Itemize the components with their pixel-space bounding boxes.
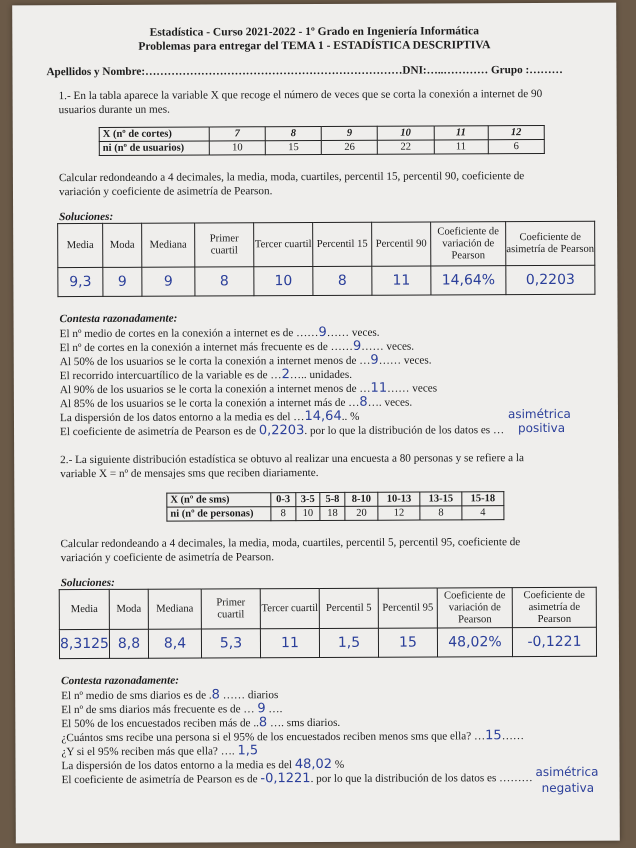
p2-answer-value: 8	[211, 687, 220, 703]
p1-answer-line	[60, 410, 360, 425]
p2-answer-line	[61, 688, 278, 703]
p1-answer-line	[60, 423, 504, 439]
p2-answer-suffix: %	[332, 758, 345, 771]
p1-calc-b: variación y coeficiente de asimetría de Pearson.	[58, 185, 273, 199]
p1-answer-value: 11	[370, 380, 388, 396]
p1-answer-suffix: …… veces.	[326, 326, 380, 339]
p1-x-value: 8	[265, 126, 321, 140]
p2-answer-prefix: La dispersión de los datos entorno a la media es del	[61, 759, 295, 773]
p2-answer-suffix: ……	[501, 730, 525, 743]
p1-sol-value: 11	[392, 272, 411, 289]
p1-answer-value: 0,2203	[258, 423, 305, 439]
p1-sol-header: Moda	[103, 223, 142, 267]
p1-statement-b: usuarios durante un mes.	[58, 103, 170, 117]
p1-sol-value: 0,2203	[525, 271, 575, 289]
p1-answer-prefix: Al 90% de los usuarios se le corta la conexión a internet menos de …	[59, 382, 371, 397]
p2-answer-prefix: El nº medio de sms diarios es de .	[61, 689, 212, 703]
p1-sol-value: 9	[163, 273, 173, 290]
p1-answer-value: 8	[359, 394, 368, 410]
p1-statement-a: 1.- En la tabla aparece la variable X que recoge el número de veces que se corta la conexión a internet de 90	[58, 88, 543, 103]
p2-answer-suffix: ….	[265, 703, 283, 716]
p2-table-row1-label: X (nº de sms)	[167, 493, 271, 507]
p1-answer-value: 14,64	[304, 408, 342, 425]
p1-conclusion-1: asimétrica	[507, 406, 571, 422]
p2-reason-title: Contesta razonadamente:	[61, 674, 179, 688]
p2-x-value: 15-18	[462, 492, 504, 506]
p2-x-value: 13-15	[420, 492, 462, 506]
p2-sol-value: 48,02%	[448, 634, 502, 651]
p1-answer-line	[60, 326, 380, 341]
p1-calc-a: Calcular redondeando a 4 decimales, la media, moda, cuartiles, percentil 15, percentil 90, coeficiente de	[58, 170, 525, 185]
p1-x-value: 12	[488, 126, 544, 140]
p1-answer-value: 2	[281, 367, 290, 383]
p2-answer-value: -0,1221	[260, 771, 311, 787]
p1-sol-value: 9,3	[69, 273, 92, 291]
p2-table-row2-label: ni (nº de personas)	[167, 507, 271, 521]
p1-table-row1-label: X (nº de cortes)	[99, 127, 209, 141]
p2-n-value: 12	[378, 506, 420, 520]
p2-n-value: 8	[420, 506, 462, 520]
p1-n-value: 26	[322, 140, 378, 154]
p1-sol-value: 14,64%	[441, 272, 496, 289]
p2-answer-suffix: . por lo que la distribución de los datos es ………	[310, 772, 533, 786]
p2-conclusion-2: negativa	[541, 780, 595, 796]
p1-n-value: 11	[434, 140, 488, 154]
p2-solutions-title: Soluciones:	[60, 576, 115, 590]
p2-n-value: 4	[462, 506, 504, 520]
p1-table-row2-label: ni (nº de usuarios)	[99, 141, 209, 155]
p1-sol-value: 8	[337, 272, 347, 289]
p2-answer-value: 9	[257, 701, 266, 717]
p2-answer-line	[61, 716, 340, 731]
p2-sol-header: Percentil 95	[378, 588, 437, 628]
p2-statement-b: variable X = nº de mensajes sms que reciben diariamente.	[60, 466, 319, 481]
p2-answer-suffix: …. sms diarios.	[267, 716, 341, 730]
p2-answer-line	[62, 771, 533, 787]
p1-x-value: 7	[209, 127, 265, 141]
p2-sol-value: 8,3125	[59, 635, 109, 653]
p2-answer-line	[61, 744, 258, 759]
p1-answer-prefix: El recorrido intercuartílico de la variable es de …	[59, 369, 282, 383]
p1-n-value: 10	[209, 141, 265, 155]
p2-sol-value: 1,5	[337, 634, 361, 651]
p1-solutions-title: Soluciones:	[59, 210, 114, 224]
p2-sol-value: 8,8	[117, 635, 141, 652]
p2-x-value: 10-13	[378, 492, 420, 506]
p2-sol-header: Percentil 5	[319, 588, 378, 628]
p2-answer-prefix: El coeficiente de asimetría de Pearson es de	[61, 773, 261, 787]
p2-n-value: 20	[345, 506, 378, 520]
p1-answer-suffix: …… veces.	[361, 340, 415, 353]
worksheet	[12, 3, 620, 844]
p2-calc-a: Calcular redondeando a 4 decimales, la media, moda, cuartiles, percentil 5, percentil 95, coeficiente de	[60, 536, 521, 551]
p1-sol-header: Percentil 90	[372, 222, 431, 266]
p2-solutions-table	[59, 587, 597, 659]
p2-sol-value: 11	[281, 635, 299, 652]
p2-sol-value: 8,4	[163, 635, 187, 652]
p2-n-value: 8	[271, 507, 296, 521]
p2-n-value: 10	[296, 506, 321, 520]
p2-answer-prefix: ¿Cuántos sms recibe una persona si el 95% de los encuestados reciben menos sms que ella? …	[61, 730, 486, 745]
p1-answer-suffix: …… veces.	[378, 354, 432, 367]
p1-answer-line	[60, 368, 352, 383]
p1-answer-prefix: El nº medio de cortes en la conexión a internet es de ……	[59, 326, 319, 341]
p1-answer-value: 9	[352, 338, 362, 354]
p2-sol-value: 15	[399, 634, 417, 651]
p2-answer-line	[61, 702, 282, 717]
p1-sol-header: Percentil 15	[313, 222, 372, 266]
p1-x-value: 9	[321, 126, 377, 140]
p1-answer-line	[60, 340, 414, 356]
p2-frequency-table	[166, 491, 504, 521]
p2-sol-header: Primer cuartil	[201, 589, 260, 629]
p1-x-value: 10	[378, 126, 434, 140]
p2-answer-line	[61, 729, 524, 745]
header-line-1: Estadística - Curso 2021-2022 - 1º Grado en Ingeniería Informática	[149, 25, 479, 39]
p1-solutions-table	[57, 221, 595, 297]
p2-answer-prefix: El nº de sms diarios más frecuente es de …	[61, 703, 258, 717]
p1-answer-suffix: …. veces.	[367, 396, 413, 409]
p2-sol-header: Coeficiente de asimetría de Pearson	[512, 587, 596, 627]
p1-answer-value: 9	[370, 352, 379, 368]
name-dni-group-line: Apellidos y Nombre:……………………………………………………………DNI:…..………… Grupo :………	[46, 63, 563, 79]
p1-sol-header: Mediana	[142, 223, 195, 267]
p2-sol-header: Moda	[109, 589, 148, 629]
p1-answer-suffix: . por lo que la distribución de los datos es …	[304, 424, 505, 438]
p2-answer-value: 8	[258, 715, 268, 731]
p2-answer-value: 1,5	[237, 743, 259, 759]
p2-sol-header: Coeficiente de variación de Pearson	[437, 588, 512, 628]
p1-answer-prefix: El nº de cortes en la conexión a internet más frecuente es de ……	[59, 340, 353, 355]
p2-n-value: 18	[320, 506, 345, 520]
p1-n-value: 22	[378, 140, 434, 154]
p2-sol-header: Tercer cuartil	[260, 588, 319, 628]
header-line-2: Problemas para entregar del TEMA 1 - ESTADÍSTICA DESCRIPTIVA	[138, 39, 491, 53]
p1-n-value: 15	[265, 140, 321, 154]
p2-x-value: 0-3	[271, 493, 296, 507]
p1-sol-header: Coeficiente de asimetría de Pearson	[506, 221, 595, 265]
p1-answer-prefix: Al 85% de los usuarios se le corta la conexión a internet más de …	[59, 396, 360, 411]
p1-n-value: 6	[488, 140, 544, 154]
p1-conclusion-2: positiva	[517, 420, 566, 436]
p2-answer-prefix: El 50% de los encuestados reciben más de ..	[61, 717, 259, 731]
p1-answer-prefix: Al 50% de los usuarios se le corta la conexión a internet menos de …	[59, 354, 371, 369]
p1-reason-title: Contesta razonadamente:	[59, 312, 178, 326]
p1-sol-header: Media	[58, 223, 103, 267]
p1-frequency-table	[99, 125, 545, 156]
p1-sol-header: Tercer cuartil	[254, 223, 313, 267]
p1-answer-line	[60, 353, 432, 369]
p1-answer-line	[60, 396, 412, 412]
p2-sol-header: Media	[59, 589, 109, 629]
p2-answer-value: 48,02	[294, 756, 333, 773]
p1-answer-suffix: .. %	[341, 410, 360, 423]
p2-x-value: 5-8	[320, 492, 345, 506]
p2-x-value: 8-10	[345, 492, 378, 506]
p1-answer-value: 9	[318, 324, 327, 340]
p2-answer-value: 15	[485, 728, 502, 744]
p2-x-value: 3-5	[295, 492, 320, 506]
p2-sol-value: 5,3	[219, 635, 243, 652]
p2-sol-value: -0,1221	[527, 633, 582, 651]
p1-sol-header: Primer cuartil	[195, 223, 254, 267]
p1-x-value: 11	[434, 126, 488, 140]
p2-statement-a: 2.- La siguiente distribución estadística se obtuvo al realizar una encuesta a 80 personas y se refiere a la	[60, 452, 524, 467]
p2-sol-header: Mediana	[148, 589, 201, 629]
p2-calc-b: variación y coeficiente de asimetría de Pearson.	[60, 551, 275, 565]
p1-sol-value: 10	[274, 273, 293, 290]
p1-sol-value: 9	[117, 273, 127, 290]
p1-answer-prefix: La dispersión de los datos entorno a la media es del …	[59, 411, 305, 425]
p2-answer-prefix: ¿Y si el 95% reciben más que ella? ….	[61, 745, 238, 759]
p2-conclusion-1: asimétrica	[535, 764, 599, 780]
p1-answer-suffix: …… veces	[387, 382, 438, 395]
p2-answer-suffix: …… diarios	[219, 689, 279, 702]
p1-sol-header: Coeficiente de variación de Pearson	[431, 222, 506, 266]
p1-sol-value: 8	[219, 273, 229, 290]
p1-answer-prefix: El coeficiente de asimetría de Pearson es de	[60, 425, 259, 439]
p1-answer-suffix: ….. unidades.	[289, 368, 353, 382]
